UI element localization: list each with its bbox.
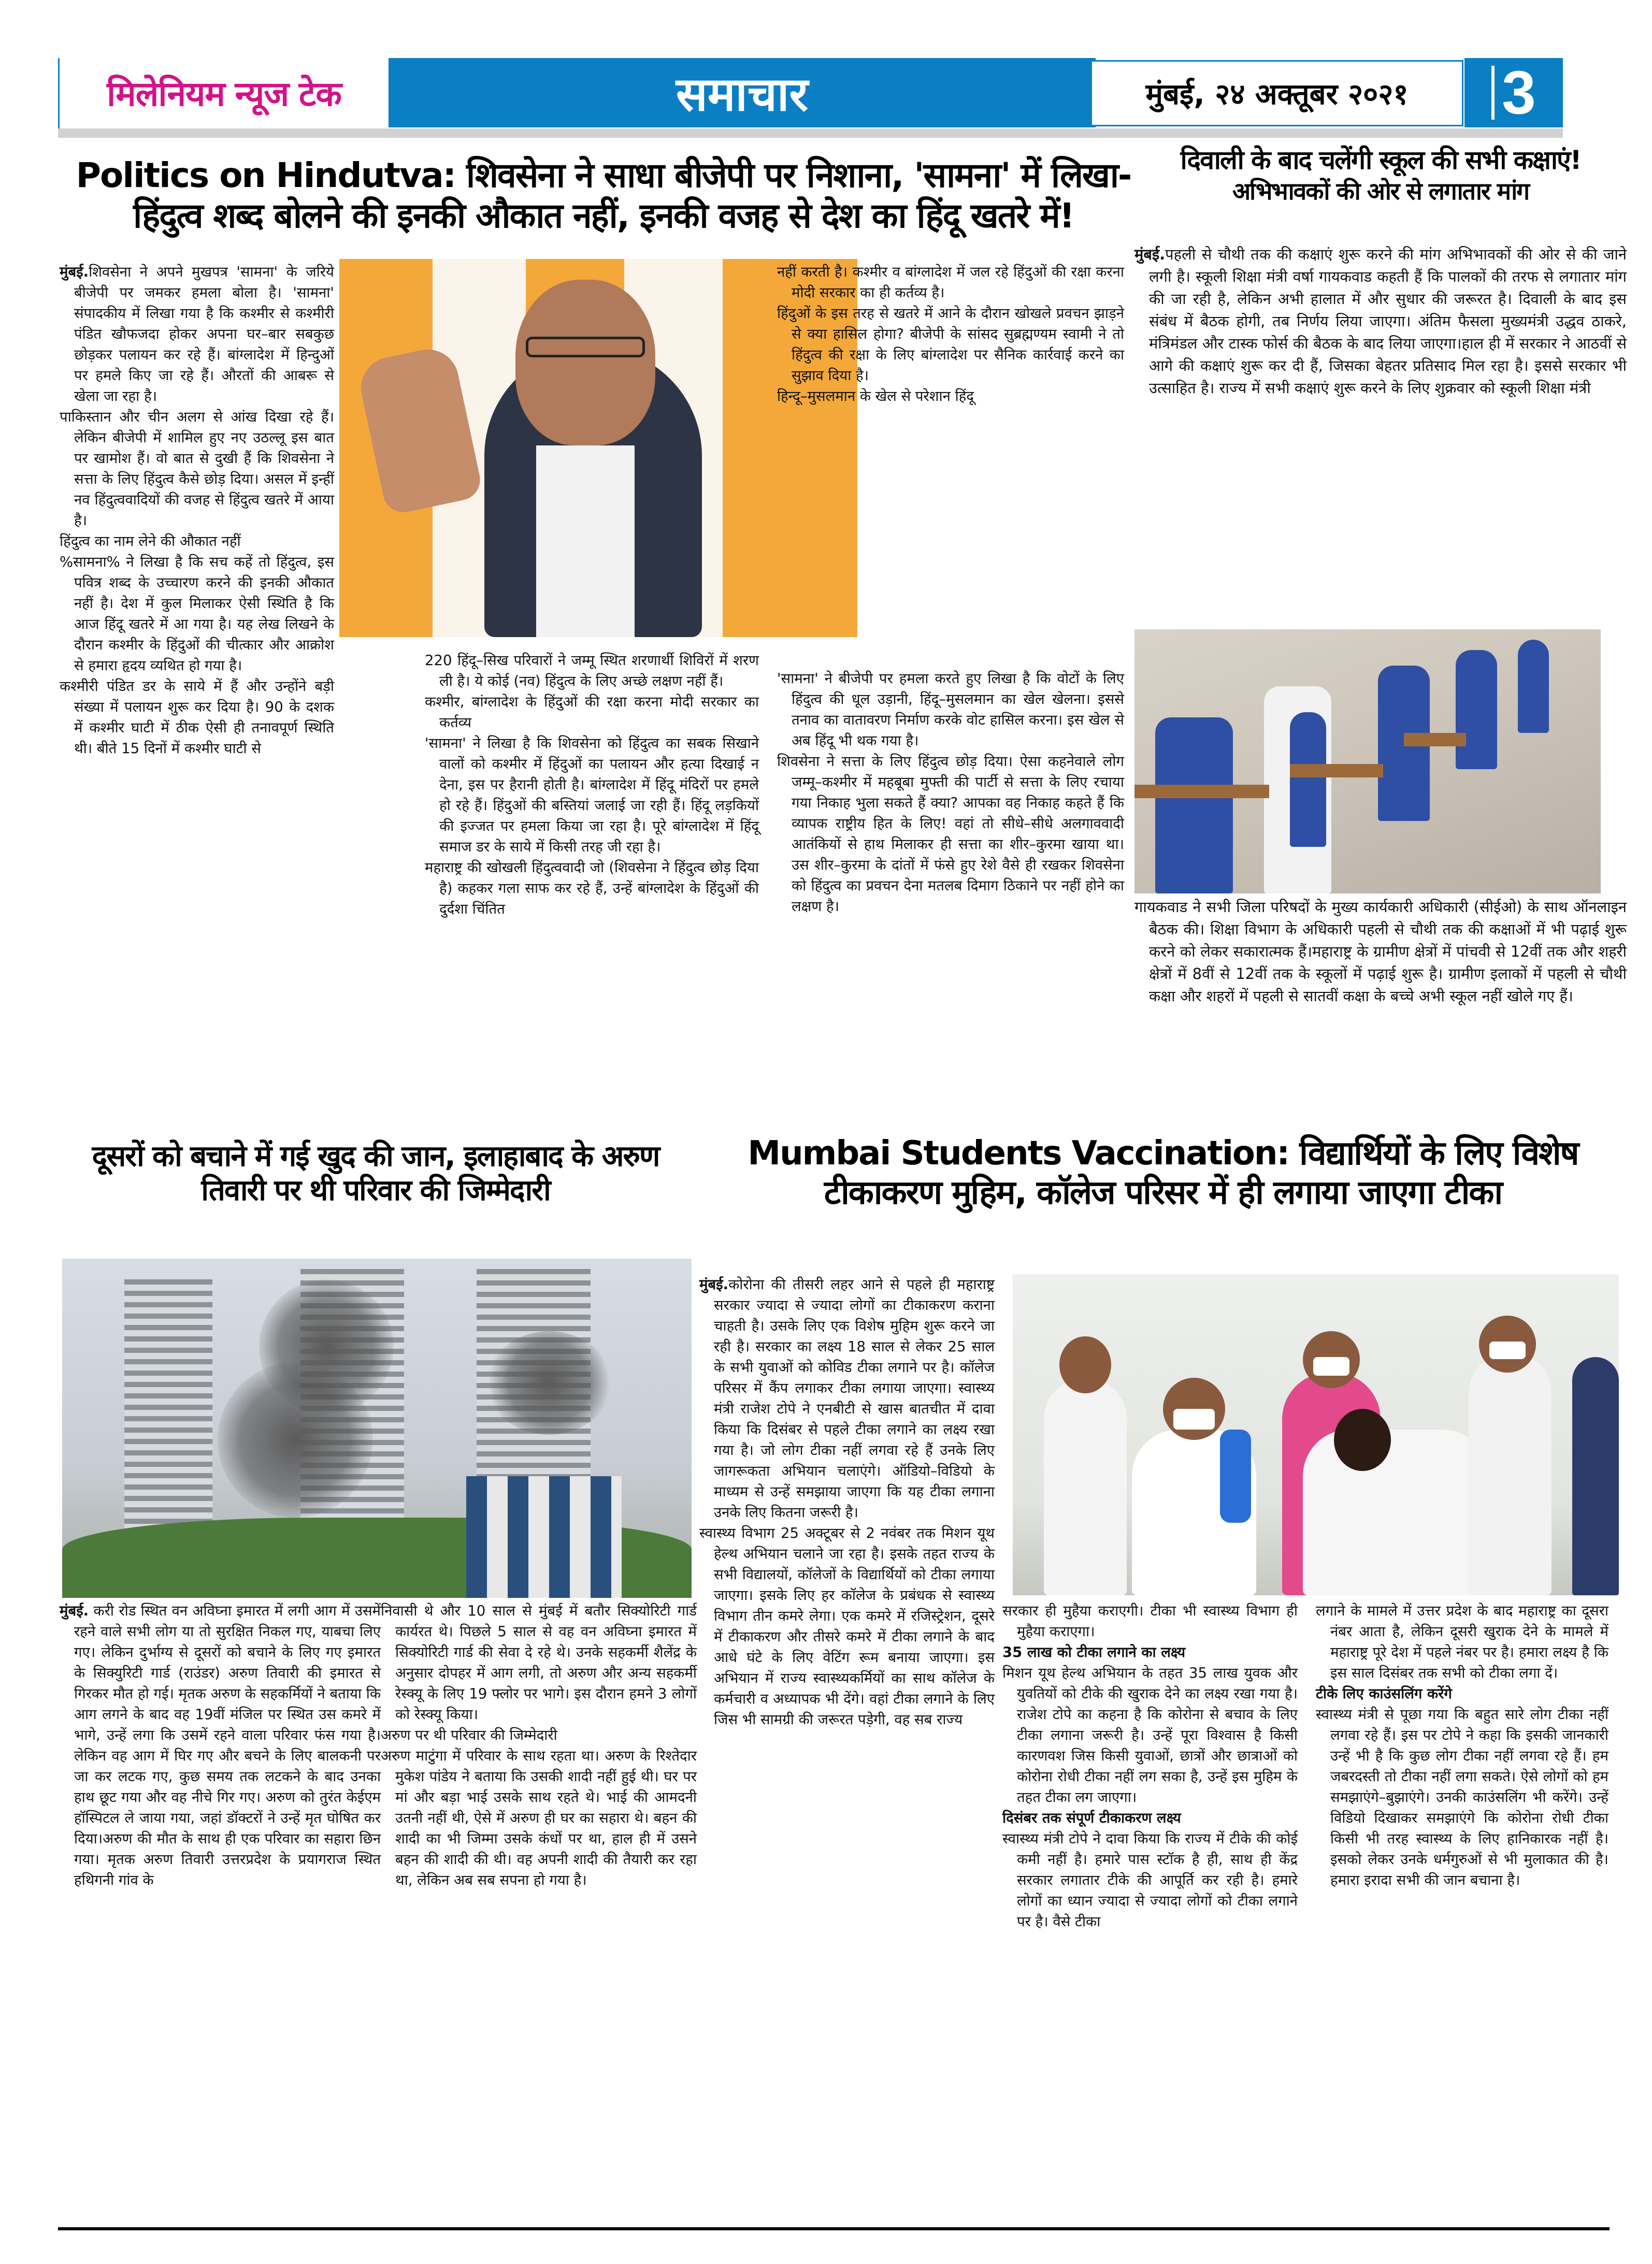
dateline-box [1090,60,1463,126]
subheading: कश्मीर, बांग्लादेश के हिंदुओं की रक्षा करना मोदी सरकार का कर्तव्य [425,694,759,731]
raised-hand [355,344,484,516]
speaker-face [515,280,655,445]
page-number-box [1464,58,1563,127]
glasses-icon [526,337,645,357]
article-hindutva-col3-continued: 'सामना' ने बीजेपी पर हमला करते हुए लिखा है कि वोटों के लिए हिंदुत्व की धूल उड़ानी, हिंदू–मुसलमान का खेल खेलना। इससे तनाव का वातावरण निर्माण करके वोट हासिल करना। इस खेल से अब हिंदू भी थक गया है। शिवसेना ने सत्ता के लिए हिंदुत्व छोड़ दिया। ऐसा कहनेवाले लोग जम्मू–कश्मीर में महबूबा मुफ्ती की पार्टी से सत्ता के लिए रचाया गया निकाह भुला सकते हैं क्या? आपका वह निकाह कहते हैं कि व्यापक राष्ट्रीय हित के लिए! वहां तो सीधे–सीधे अलगाववादी आतंकियों से हाथ मिलाकर ही सत्ता का शीर–कुरमा खाया था। उस शीर–कुरमा के दांतों में फंसे हुए रेशे वैसे ही रखकर शिवसेना को हिंदुत्व का प्रवचन देना मतलब दिमाग ठिकाने पर नहीं होने का लक्षण है। [777,670,1124,915]
face-mask [1173,1409,1215,1430]
article-vaccination-col1: मुंबई.कोरोना की तीसरी लहर आने से पहले ही महाराष्ट्र सरकार ज्यादा से ज्यादा लोगों का टीकाकरण कराना चाहती है। उसके लिए एक विशेष मुहिम शुरू करने जा रही है। सरकार का लक्ष्य 18 साल से लेकर 25 साल के सभी युवाओं को कोविड टीका लगाने पर है। कॉलेज परिसर में कैंप लगाकर टीका लगाया जाएगा। स्वास्थ्य मंत्री राजेश टोपे ने एनबीटी से खास बातचीत में दावा किया कि दिसंबर से पहले टीका लगाने का लक्ष्य रखा गया है। जो लोग टीका नहीं लगवा रहे हैं उनके लिए जागरूकता अभियान चलाएंगे। ऑडियो–विडियो के माध्यम से उन्हें समझाया जाएगा कि यह टीका लगाना उनके लिए कितना जरूरी है। स्वास्थ्य विभाग 25 अक्टूबर से 2 नवंबर तक मिशन यूथ हेल्थ अभियान चलाने जा रहा है। इसके तहत राज्य के सभी विद्यालयों, कॉलेजों के विद्यार्थियों को टीका लगाया जाएगा। इसके लिए हर कॉलेज के प्रबंधक से स्वास्थ्य विभाग तीन कमरे लेगा। एक कमरे में रजिस्ट्रेशन, दूसरे में टीकाकरण और तीसरे कमरे में टीका लगाने के बाद आधे घंटे के लिए वेटिंग रूम बनाया जाएगा। इस अभियान में राज्य स्वास्थ्यकर्मियों का साथ कॉलेज के कर्मचारी व अध्यापक भी देंगे। वहां टीका लगाने के लिए जिस भी सामग्री की जरूरत पड़ेगी, वह सब राज्य [699,1276,995,1728]
brand-name: मिलेनियम न्यूज टेक [107,74,341,114]
subheading-december-target: दिसंबर तक संपूर्ण टीकाकरण लक्ष्य [1002,1810,1181,1826]
headline-schools-diwali: दिवाली के बाद चलेंगी स्कूल की सभी कक्षाएं! अभिभावकों की ओर से लगातार मांग [1180,145,1581,205]
dateline-mumbai: मुंबई. [60,264,89,280]
issue-date: मुंबई, २४ अक्तूबर २०२१ [1145,78,1409,111]
article-vaccination-col2: सरकार ही मुहैया कराएगी। टीका भी स्वास्थ्य विभाग ही मुहैया कराएगा। 35 लाख को टीका लगाने का लक्ष्य मिशन यूथ हेल्थ अभियान के तहत 35 लाख युवक और युवतियों को टीके की खुराक देने का लक्ष्य रखा गया है। राजेश टोपे का कहना है कि कोरोना से बचाव के लिए टीका लगाना जरूरी है। उन्हें पूरा विश्वास है किसी कारणवश जिस किसी युवाओं, छात्रों और छात्राओं को कोरोना रोधी टीका नहीं लग सका है, उन्हें इस मुहिम के तहत टीका लग जाएगा। दिसंबर तक संपूर्ण टीकाकरण लक्ष्य स्वास्थ्य मंत्री टोपे ने दावा किया कि राज्य में टीके की कोई कमी नहीं है। हमारे पास स्टॉक है ही, साथ ही केंद्र सरकार लगातार टीके की आपूर्ति कर रही है। हमारे लोगों का ध्यान ज्यादा से ज्यादा लोगों को टीका लगाने पर है। वैसे टीका [1002,1603,1298,1930]
subheading-35-lakh-target: 35 लाख को टीका लगाने का लक्ष्य [1002,1644,1186,1661]
subheading-counselling: टीके लिए काउंसलिंग करेंगे [1316,1685,1452,1702]
headline-fire-arun-tiwari: दूसरों को बचाने में गई खुद की जान, इलाहाबाद के अरुण तिवारी पर थी परिवार की जिम्मेदारी [92,1140,659,1208]
article-schools-col-bottom: गायकवाड ने सभी जिला परिषदों के मुख्य कार्यकारी अधिकारी (सीईओ) के साथ ऑनलाइन बैठक की। शिक्षा विभाग के अधिकारी पहली से चौथी तक की कक्षाओं में भी पढ़ाई शुरू करने को लेकर सकारात्मक हैं।महाराष्ट्र के ग्रामीण क्षेत्रों में पांचवी से 12वीं तक और शहरी क्षेत्रों में 8वीं से 12वीं तक के स्कूलों में पढ़ाई शुरू है। ग्रामीण इलाकों में पहली से चौथी कक्षा और शहरों में पहली से सातवीं कक्षा के बच्चे अभी स्कूल नहीं खोले गए हैं। [1134,898,1627,1005]
page-bar-divider [1491,66,1495,120]
dateline-mumbai: मुंबई. [1134,246,1166,263]
section-title: समाचार [676,67,809,122]
photo-students-exam-hall [1134,629,1601,893]
article-hindutva-col1: मुंबई.शिवसेना ने अपने मुखपत्र 'सामना' के जरिये बीजेपी पर जमकर हमला बोला है। 'सामना' संपादकीय में लिखा गया है कि कश्मीर से कश्मीरी पंडित खौफजदा होकर अपना घर–बार सबकुछ छोड़कर पलायन कर रहे हैं। बांग्लादेश में हिन्दुओं पर हमले किए जा रहे हैं। औरतों की आबरू से खेला जा रहा है। पाकिस्तान और चीन अलग से आंख दिखा रहे हैं। लेकिन बीजेपी में शामिल हुए नए उठल्लू इस बात पर खामोश हैं। वो बात से दुखी हैं कि शिवसेना ने सत्ता के लिए हिंदुत्व कैसे छोड़ दिया। असल में इन्हीं नव हिंदुत्ववादियों की वजह से हिंदुत्व खतरे में आया है। हिंदुत्व का नाम लेने की औकात नहीं %सामना% ने लिखा है कि सच कहें तो हिंदुत्व, इस पवित्र शब्द के उच्चारण करने की इनकी औकात नहीं है। देश में कुल मिलाकर ऐसी स्थिति है कि आज हिंदू खतरे में आ गया है। यह लेख लिखने के दौरान कश्मीर के हिंदुओं की चीत्कार और आक्रोश से हमारा हृदय व्यथित हो गया है। कश्मीरी पंडित डर के साये में हैं और उन्होंने बड़ी संख्या में पलायन शुरू कर दिया है। 90 के दशक में कश्मीर घाटी में ठीक ऐसी ही तनावपूर्ण स्थिति थी। बीते 15 दिनों में कश्मीर घाटी से [60,264,334,757]
headline-student-vaccination: Mumbai Students Vaccination: विद्यार्थियों के लिए विशेष टीकाकरण मुहिम, कॉलेज परिसर में ही लगाया जाएगा टीका [748,1134,1578,1212]
headline-hindutva: Politics on Hindutva: शिवसेना ने साधा बीजेपी पर निशाना, 'सामना' में लिखा- हिंदुत्व शब्द बोलने की इनकी औकात नहीं, इनकी वजह से देश का हिंदू खतरे में! [76,155,1131,236]
subheading: हिंदुत्व का नाम लेने की औकात नहीं [60,533,241,550]
dateline-mumbai: मुंबई. [699,1276,729,1293]
masthead [58,58,1563,132]
page-bottom-rule [58,2227,1610,2230]
blue-glove [1220,1430,1251,1523]
article-fire-col2: निवासी थे और 10 साल से मुंबई में बतौर सिक्योरिटी गार्ड कार्यरत थे। पिछले 5 साल से वह वन अविघ्ना इमारत में सिक्योरिटी गार्ड की सेवा दे रहे थे। उनके सहकर्मी शैलेंद्र के अनुसार दोपहर में आग लगी, तो अरुण और अन्य सहकर्मी रेस्क्यू के लिए 19 फ्लोर पर भागे। इस दौरान हमने 3 लोगों को रेस्क्यू किया। अरुण पर थी परिवार की जिम्मेदारी अरुण माटुंगा में परिवार के साथ रहता था। अरुण के रिश्तेदार मुकेश पांडेय ने बताया कि उसकी शादी नहीं हुई थी। घर पर मां और बड़ा भाई उसके साथ रहते थे। भाई की आमदनी उतनी नहीं थी, ऐसे में अरुण ही घर का सहारा थे। बहन की शादी का भी जिम्मा उसके कंधों पर था, हाल ही में उसने बहन की शादी की थी। वह अपनी शादी की तैयारी कर रहा था, लेकिन अब सब सपना हो गया है। [381,1603,697,1888]
article-schools-col-top: मुंबई.पहली से चौथी तक की कक्षाएं शुरू करने की मांग अभिभावकों की ओर से की जाने लगी है। स्कूली शिक्षा मंत्री वर्षा गायकवाड कहती हैं कि पालकों की तरफ से लगातार मांग की जा रही है, लेकिन अभी हालात में और सुधार की जरूरत है। दिवाली के बाद इस संबंध में बैठक होगी, तब निर्णय लिया जाएगा। अंतिम फैसला मुख्यमंत्री उद्धव ठाकरे, मंत्रिमंडल और टास्क फोर्स की बैठक के बाद लिया जाएगा।हाल ही में सरकार ने आठवीं से आगे की कक्षाएं शुरू कर दी हैं, जिसका बेहतर प्रतिसाद मिल रहा है। इससे सरकार भी उत्साहित है। राज्य में सभी कक्षाएं शुरू करने के लिए शुक्रवार को स्कूली शिक्षा मंत्री [1134,246,1627,397]
article-fire-col1: मुंबई. करी रोड स्थित वन अविघ्ना इमारत में लगी आग में उसमें रहने वाले सभी लोग या तो सुरक्षित निकल गए, याबचा लिए गए। लेकिन दुर्भाग्य से दूसरों को बचाने के लिए गए इमारत के सिक्युरिटी गार्ड (राउंडर) अरुण तिवारी की इमारत से गिरकर मौत हो गई। मृतक अरुण के सहकर्मियों ने बताया कि आग लगने के बाद वह 19वीं मंजिल पर स्थित उस कमरे में भागे, उन्हें लगा कि उसमें रहने वाला परिवार फंस गया है। लेकिन वह आग में घिर गए और बचने के लिए बालकनी पर जा कर लटक गए, कुछ समय तक लटकने के बाद उनका हाथ छूट गया और वह नीचे गिर गए। अरुण को तुरंत केईएम हॉस्पिटल ले जाया गया, जहां डॉक्टरों ने उन्हें मृत घोषित कर दिया।अरुण की मौत के साथ ही एक परिवार का सहारा छिन गया। मृतक अरुण तिवारी उत्तरप्रदेश के प्रयागराज स्थित हथिगनी गांव के [60,1603,381,1888]
dateline-mumbai: मुंबई. [60,1603,89,1619]
article-hindutva-col2: 220 हिंदू–सिख परिवारों ने जम्मू स्थित शरणार्थी शिविरों में शरण ली है। ये कोई (नव) हिंदुत्व के लिए अच्छे लक्षण नहीं हैं। कश्मीर, बांग्लादेश के हिंदुओं की रक्षा करना मोदी सरकार का कर्तव्य 'सामना' ने लिखा है कि शिवसेना को हिंदुत्व का सबक सिखाने वालों को कश्मीर में हिंदुओं का पलायन और हत्या दिखाई न देना, इस पर हैरानी होती है। बांग्लादेश में हिंदू मंदिरों पर हमले हो रहे हैं। हिंदुओं की बस्तियां जलाई जा रही हैं। हिंदू लड़कियों की इज्जत पर हमला किया जा रहा है। पूरे बांग्लादेश में हिंदू समाज डर के साये में किसी तरह जी रहा है। महाराष्ट्र की खोखली हिंदुत्ववादी जो (शिवसेना ने हिंदुत्व छोड़ दिया है) कहकर गला साफ कर रहे हैं, उन्हें बांग्लादेश के हिंदुओं की दुर्दशा चिंतित [425,652,759,917]
subheading: अरुण पर थी परिवार की जिम्मेदारी [381,1727,557,1743]
article-vaccination-col3: लगाने के मामले में उत्तर प्रदेश के बाद महाराष्ट्र का दूसरा नंबर आता है, लेकिन दूसरी खुराक देने के मामले में महाराष्ट्र पूरे देश में पहले नंबर पर है। हमारा लक्ष्य है कि इस साल दिसंबर तक सभी को टीका लगा दें। टीके लिए काउंसलिंग करेंगे स्वास्थ्य मंत्री से पूछा गया कि बहुत सारे लोग टीका नहीं लगवा रहे हैं। इस पर टोपे ने कहा कि इसकी जानकारी उन्हें भी है कि कुछ लोग टीका नहीं लगवा रहे हैं। हम जबरदस्ती तो टीका नहीं लगा सकते। ऐसे लोगों को हम समझाएंगे–बुझाएंगे। उनकी काउंसलिंग भी करेंगे। उन्हें विडियो दिखाकर समझाएंगे कि कोरोना रोधी टीका किसी भी तरह स्वास्थ्य के लिए हानिकारक नहीं है। इसको लेकर उनके धर्मगुरुओं से भी मुलाकात की है। हमारा इरादा सभी की जान बचाना है। [1316,1603,1608,1888]
subheading: हिन्दू–मुसलमान के खेल से परेशान हिंदू [777,388,974,405]
page-number: 3 [1502,59,1536,127]
photo-building-fire [62,1259,692,1598]
section-banner [389,58,1096,127]
article-hindutva-col3: नहीं करती है। कश्मीर व बांग्लादेश में जल रहे हिंदुओं की रक्षा करना मोदी सरकार का ही कर्तव्य है। हिंदुओं के इस तरह से खतरे में आने के दौरान खोखले प्रवचन झाड़ने से क्या हासिल होगा? बीजेपी के सांसद सुब्रह्मण्यम स्वामी ने तो हिंदुत्व की रक्षा के लिए बांग्लादेश पर सैनिक कार्रवाई करने का सुझाव दिया है। हिन्दू–मुसलमान के खेल से परेशान हिंदू [777,262,1124,407]
masthead-shadow-rule [58,128,1563,138]
newspaper-logo [60,58,389,127]
photo-vaccination-drive [1013,1274,1619,1595]
